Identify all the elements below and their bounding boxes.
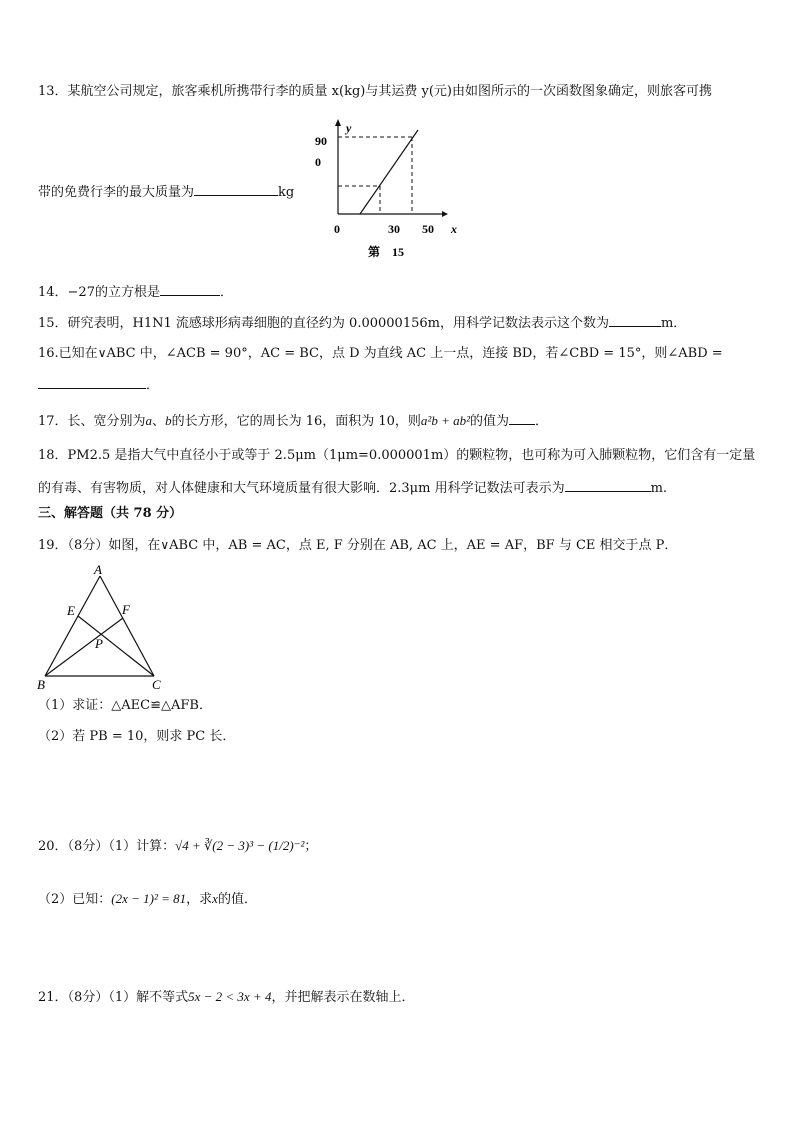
- triangle-symbol: ∨: [160, 538, 170, 552]
- graph-x-tick-30: 30: [388, 222, 400, 236]
- label-A: A: [94, 562, 102, 577]
- q17: 17．长、宽分别为a、b的长方形，它的周长为 16，面积为 10，则a²b + ab²的值为 ．: [38, 413, 549, 429]
- label-B: B: [37, 677, 45, 692]
- q14: 14．−27的立方根是 ．: [38, 285, 233, 300]
- q16-line2: ．: [38, 376, 159, 394]
- q20-part2: （2）已知：(2x − 1)² = 81，求x的值．: [38, 891, 257, 907]
- graph-caption-a: 第: [368, 245, 381, 259]
- q15: 15．研究表明，H1N1 流感球形病毒细胞的直径约为 0.00000156m，用科学记数法表示这个数为 m．: [38, 316, 687, 331]
- q13-graph: [312, 116, 472, 264]
- label-F: F: [122, 602, 130, 617]
- section-3-heading: 三、解答题（共 78 分）: [38, 506, 183, 521]
- label-E: E: [67, 603, 75, 618]
- q16-line1: 16.已知在∨ABC 中，∠ACB = 90°，AC = BC，点 D 为直线 AC 上一点，连接 BD，若∠CBD = 15°，则∠ABD =: [38, 346, 723, 361]
- label-C: C: [152, 677, 161, 692]
- triangle-symbol: ∨: [97, 346, 107, 360]
- q18-line1: 18．PM2.5 是指大气中直径小于或等于 2.5μm（1μm=0.000001m）的颗粒物，也可称为可入肺颗粒物，它们含有一定量: [38, 448, 756, 463]
- graph-origin: 0: [334, 222, 340, 236]
- q20-part1: 20．（8分）（1）计算：√4 + ∛(2 − 3)³ − (1/2)⁻²；: [38, 838, 318, 854]
- q20-expression-2: (2x − 1)² = 81: [111, 891, 187, 906]
- label-P: P: [95, 636, 103, 651]
- q19-part2: （2）若 PB = 10，则求 PC 长．: [38, 729, 236, 744]
- graph-x-axis-label: x: [451, 222, 457, 236]
- q13-line2: 带的免费行李的最大质量为 kg: [38, 185, 295, 200]
- q19-figure: [34, 562, 174, 694]
- graph-x-tick-50: 50: [422, 222, 434, 236]
- q19: 19．（8分）如图，在∨ABC 中，AB = AC，点 E, F 分别在 AB, AC 上，AE = AF，BF 与 CE 相交于点 P．: [38, 538, 678, 553]
- graph-caption-b: 15: [392, 245, 404, 259]
- graph-y-tick-0: 0: [315, 155, 321, 169]
- q19-part1: （1）求证：△AEC≌△AFB．: [38, 698, 212, 713]
- q21-inequality: 5x − 2 < 3x + 4: [188, 989, 272, 1004]
- q18-line2: 的有毒、有害物质，对人体健康和大气环境质量有很大影响．2.3μm 用科学记数法可表示为 m.: [38, 481, 668, 496]
- graph-y-tick-90: 90: [315, 134, 327, 148]
- graph-y-axis-label: y: [346, 121, 352, 135]
- q13-line1: 13．某航空公司规定，旅客乘机所携带行李的质量 x(kg)与其运费 y(元)由如图所示的一次函数图象确定，则旅客可携: [38, 84, 712, 99]
- q20-expression-1: √4 + ∛(2 − 3)³ − (1/2)⁻²: [175, 838, 305, 853]
- q21: 21．（8分）（1）解不等式5x − 2 < 3x + 4，并把解表示在数轴上．: [38, 989, 415, 1005]
